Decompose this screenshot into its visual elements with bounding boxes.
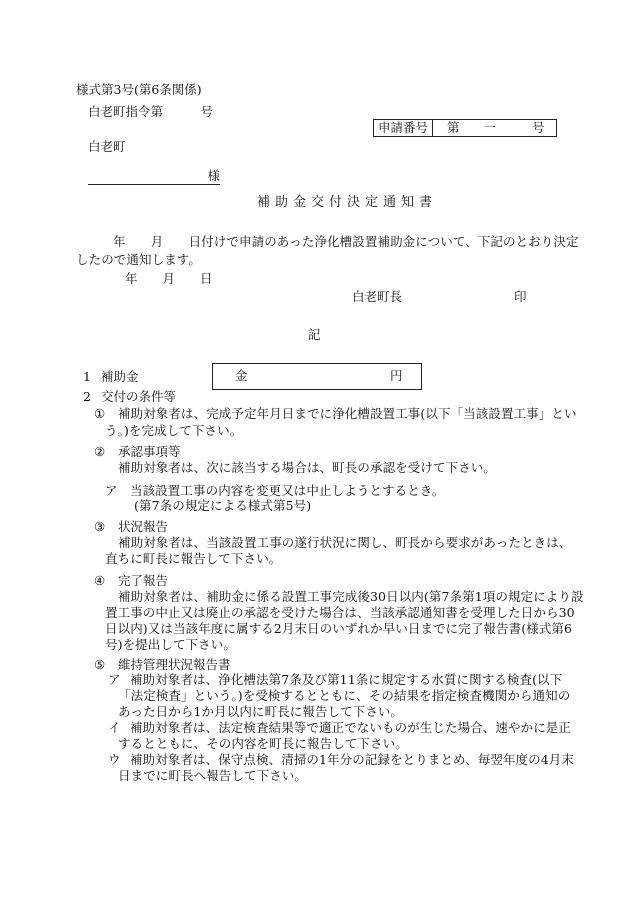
condition-5a-line-1: 補助対象者は、浄化槽法第7条及び第11条に規定する水質に関する検査(以下 <box>130 672 563 687</box>
condition-5-mark: ⑤ <box>94 657 106 672</box>
condition-4-heading: 完了報告 <box>118 573 169 588</box>
condition-5a-mark: ア <box>108 672 121 687</box>
application-number-label: 申請番号 <box>374 120 433 136</box>
directive-number: 白老町指令第 号 <box>88 104 214 119</box>
amount-prefix: 金 <box>235 368 248 384</box>
condition-5i-line-1: 補助対象者は、法定検査結果等で適正でないものが生じた場合、速やかに是正 <box>130 720 572 735</box>
item2-label: 交付の条件等 <box>101 389 177 404</box>
intro-line-2: したので通知します。 <box>76 252 202 267</box>
condition-1-line-1: 補助対象者は、完成予定年月日までに浄化槽設置工事(以下「当該設置工事」とい <box>118 406 577 421</box>
ki-heading: 記 <box>308 327 321 342</box>
seal-mark: 印 <box>514 289 527 304</box>
recipient-suffix: 様 <box>207 168 220 183</box>
condition-2-mark: ② <box>94 444 106 459</box>
condition-5u-line-2: 日までに町長へ報告して下さい。 <box>118 768 308 783</box>
condition-5-heading: 維持管理状況報告書 <box>118 657 231 672</box>
application-number-dash: 一 <box>483 119 497 135</box>
signer: 白老町長 <box>352 289 403 304</box>
condition-2-sub-mark: ア <box>105 483 118 498</box>
condition-1-mark: ① <box>94 406 106 421</box>
item1-label: 補助金 <box>101 369 139 384</box>
condition-5i-mark: イ <box>108 720 121 735</box>
condition-4-line-2: 置工事の中止又は廃止の承認を受けた場合は、当該承認通知書を受理した日から30 <box>105 605 575 620</box>
item2-number: 2 <box>83 389 91 404</box>
condition-1-line-2: う。)を完成して下さい。 <box>105 423 243 438</box>
condition-3-mark: ③ <box>94 519 106 534</box>
condition-4-mark: ④ <box>94 573 106 588</box>
application-number-suffix: 号 <box>532 119 545 135</box>
condition-5a-line-3: あった日から1か月以内に町長に報告して下さい。 <box>118 704 404 719</box>
condition-5u-mark: ウ <box>108 752 121 767</box>
condition-2-sub-line-2: (第7条の規定による様式第5号) <box>134 498 312 513</box>
subsidy-amount-box <box>212 363 422 390</box>
condition-5i-line-2: するとともに、その内容を町長に報告して下さい。 <box>118 736 408 751</box>
condition-3-heading: 状況報告 <box>118 519 169 534</box>
condition-2-body: 補助対象者は、次に該当する場合は、町長の承認を受けて下さい。 <box>118 460 497 475</box>
date-line: 年 月 日 <box>125 271 213 286</box>
amount-suffix: 円 <box>390 368 403 384</box>
condition-3-line-1: 補助対象者は、当該設置工事の遂行状況に関し、町長から要求があったときは、 <box>118 535 572 550</box>
application-number-prefix: 第 <box>447 119 460 135</box>
document-title: 補助金交付決定通知書 <box>257 195 438 210</box>
condition-4-line-1: 補助対象者は、補助金に係る設置工事完成後30日以内(第7条第1項の規定により設 <box>118 589 584 604</box>
form-number: 様式第3号(第6条関係) <box>76 82 202 97</box>
application-number-box <box>373 119 557 137</box>
recipient-line <box>88 170 220 185</box>
condition-2-heading: 承認事項等 <box>118 444 181 459</box>
issuer-org: 白老町 <box>88 139 126 154</box>
intro-line-1: 年 月 日付けで申請のあった浄化槽設置補助金について、下記のとおり決定 <box>113 234 579 249</box>
condition-5a-line-2: 「法定検査」という。)を受検するとともに、その結果を指定検査機関から通知の <box>118 688 571 703</box>
condition-3-line-2: 直ちに町長に報告して下さい。 <box>105 551 282 566</box>
condition-4-line-4: 号)を提出して下さい。 <box>105 637 236 652</box>
condition-4-line-3: 日以内)又は当該年度に属する2月末日のいずれか早い日までに完了報告書(様式第6 <box>105 621 573 636</box>
condition-5u-line-1: 補助対象者は、保守点検、清掃の1年分の記録をとりまとめ、毎翌年度の4月末 <box>130 752 575 767</box>
item1-number: 1 <box>83 369 91 384</box>
condition-2-sub-line-1: 当該設置工事の内容を変更又は中止しようとするとき。 <box>130 483 445 498</box>
